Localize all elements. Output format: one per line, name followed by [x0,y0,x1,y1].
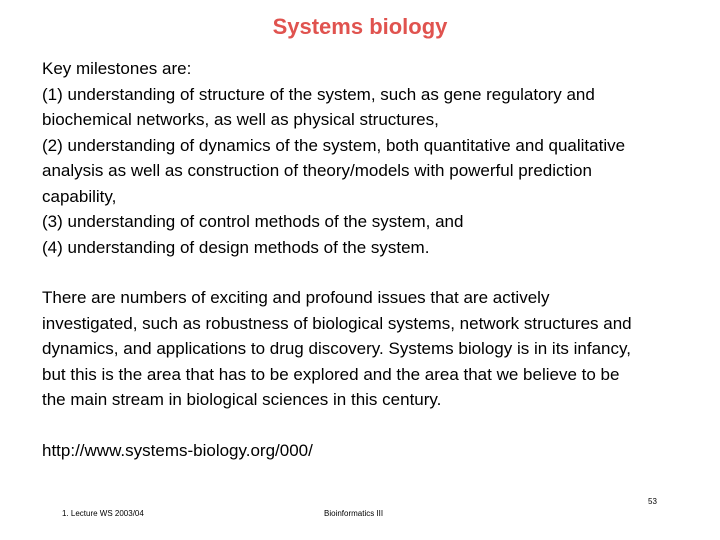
text-line: There are numbers of exciting and profound issues that are actively [42,288,550,307]
footer-course: Bioinformatics III [324,509,384,518]
text-line: biochemical networks, as well as physical structures, [42,110,439,129]
milestones-paragraph [42,56,682,260]
text-line: (1) understanding of structure of the system, such as gene regulatory and [42,84,595,104]
text-line: (3) understanding of control methods of the system, and [42,212,464,231]
text-line: capability, [42,186,117,206]
issues-paragraph [42,285,682,413]
text-line: dynamics, and applications to drug discovery. Systems biology is in its infancy, [42,339,631,358]
url-line: http://www.systems-biology.org/000/ [42,440,313,460]
text-line: (4) understanding of design methods of the system. [42,237,430,257]
text-line: (2) understanding of dynamics of the system, both quantitative and qualitative [42,135,626,155]
text-line: Key milestones are: [42,59,192,78]
text-line: investigated, such as robustness of biological systems, network structures and [42,313,632,333]
text-line: the main stream in biological sciences in this century. [42,390,442,409]
slide-body [42,56,682,463]
text-line: analysis as well as construction of theory/models with powerful prediction [42,161,592,180]
slide-title: Systems biology [272,14,448,39]
footer-lecture: 1. Lecture WS 2003/04 [62,509,144,518]
page-number: 53 [648,497,657,506]
text-line: but this is the area that has to be explored and the area that we believe to be [42,364,620,384]
